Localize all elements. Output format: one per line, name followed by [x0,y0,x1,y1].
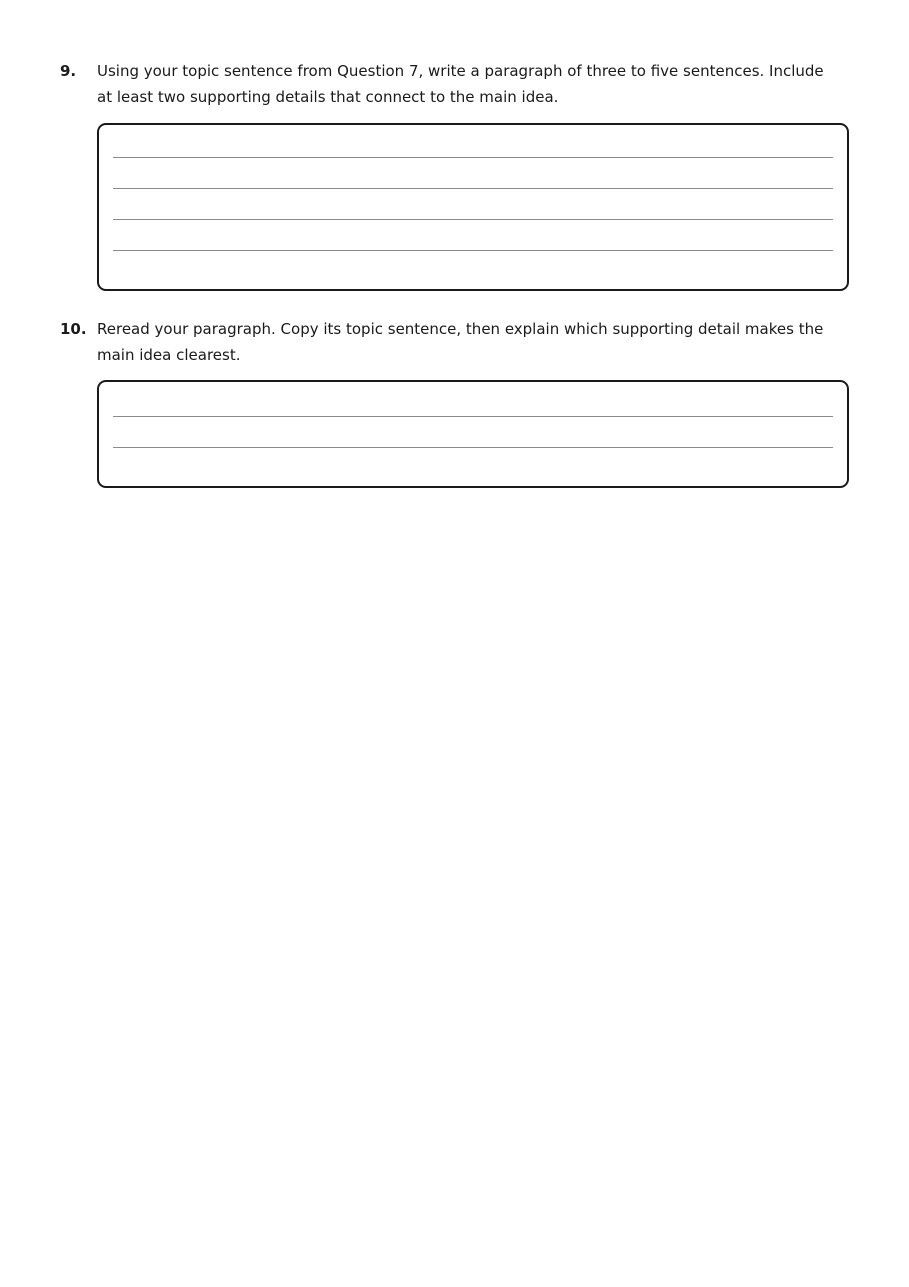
question-number: 9. [60,62,77,80]
answer-box[interactable] [97,380,849,488]
writing-line[interactable] [113,416,833,417]
writing-line[interactable] [113,188,833,189]
question-number: 10. [60,320,87,338]
writing-line[interactable] [113,250,833,251]
writing-line[interactable] [113,219,833,220]
question-prompt: Using your topic sentence from Question 7, write a paragraph of three to five sentences. Include at least two supporting details that connect to the main idea. [97,62,824,106]
writing-line[interactable] [113,157,833,158]
writing-line[interactable] [113,447,833,448]
question-prompt: Reread your paragraph. Copy its topic sentence, then explain which supporting detail makes the main idea clearest. [97,320,824,364]
answer-box[interactable] [97,123,849,291]
